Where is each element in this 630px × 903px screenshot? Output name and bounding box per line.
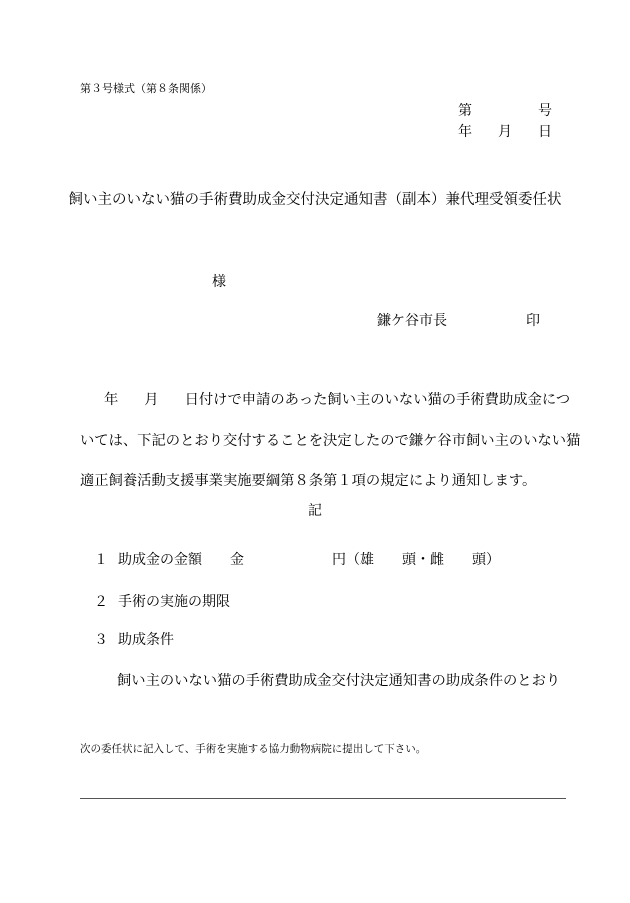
body-line-2: いては、下記のとおり交付することを決定したので鎌ケ谷市飼い主のいない猫 bbox=[80, 433, 581, 449]
body-line-3: 適正飼養活動支援事業実施要綱第８条第１項の規定により通知します。 bbox=[80, 473, 537, 489]
item-number: １ bbox=[94, 552, 108, 568]
item-surgery-deadline bbox=[94, 591, 230, 611]
body-month-label: 月 bbox=[144, 392, 159, 408]
item-number: ２ bbox=[94, 594, 108, 610]
seal-mark: 印 bbox=[526, 313, 540, 329]
document-number-suffix: 号 bbox=[538, 103, 552, 119]
footnote: 次の委任状に記入して、手術を実施する協力動物病院に提出して下さい。 bbox=[80, 743, 427, 755]
female-count-unit: 頭） bbox=[472, 552, 500, 568]
item-label: 手術の実施の期限 bbox=[118, 594, 230, 610]
item-label: 助成金の金額 bbox=[118, 552, 202, 568]
date-year-label: 年 bbox=[458, 124, 472, 140]
body-line-1-text: 日付けで申請のあった飼い主のいない猫の手術費助成金につ bbox=[184, 392, 571, 408]
amount-prefix: 金 bbox=[230, 552, 244, 568]
document-date bbox=[458, 121, 552, 141]
body-year-label: 年 bbox=[104, 392, 119, 408]
form-number: 第３号様式（第８条関係） bbox=[80, 82, 212, 95]
grant-conditions-detail: 飼い主のいない猫の手術費助成金交付決定通知書の助成条件のとおり bbox=[117, 673, 561, 689]
document-number bbox=[458, 100, 552, 120]
ki-heading: 記 bbox=[308, 503, 322, 519]
addressee-honorific: 様 bbox=[212, 274, 226, 290]
issuer-name: 鎌ケ谷市長 bbox=[377, 313, 447, 329]
amount-unit: 円（雄 bbox=[332, 552, 374, 568]
item-grant-conditions bbox=[94, 629, 174, 649]
document-title: 飼い主のいない猫の手術費助成金交付決定通知書（副本）兼代理受領委任状 bbox=[68, 192, 562, 208]
male-count-unit: 頭・雌 bbox=[402, 552, 444, 568]
item-label: 助成条件 bbox=[118, 632, 174, 648]
item-number: ３ bbox=[94, 632, 108, 648]
date-month-label: 月 bbox=[498, 124, 512, 140]
date-day-label: 日 bbox=[538, 124, 552, 140]
separator-line bbox=[80, 798, 566, 799]
item-grant-amount bbox=[94, 549, 500, 569]
body-line-1 bbox=[80, 389, 570, 409]
document-number-prefix: 第 bbox=[458, 103, 472, 119]
